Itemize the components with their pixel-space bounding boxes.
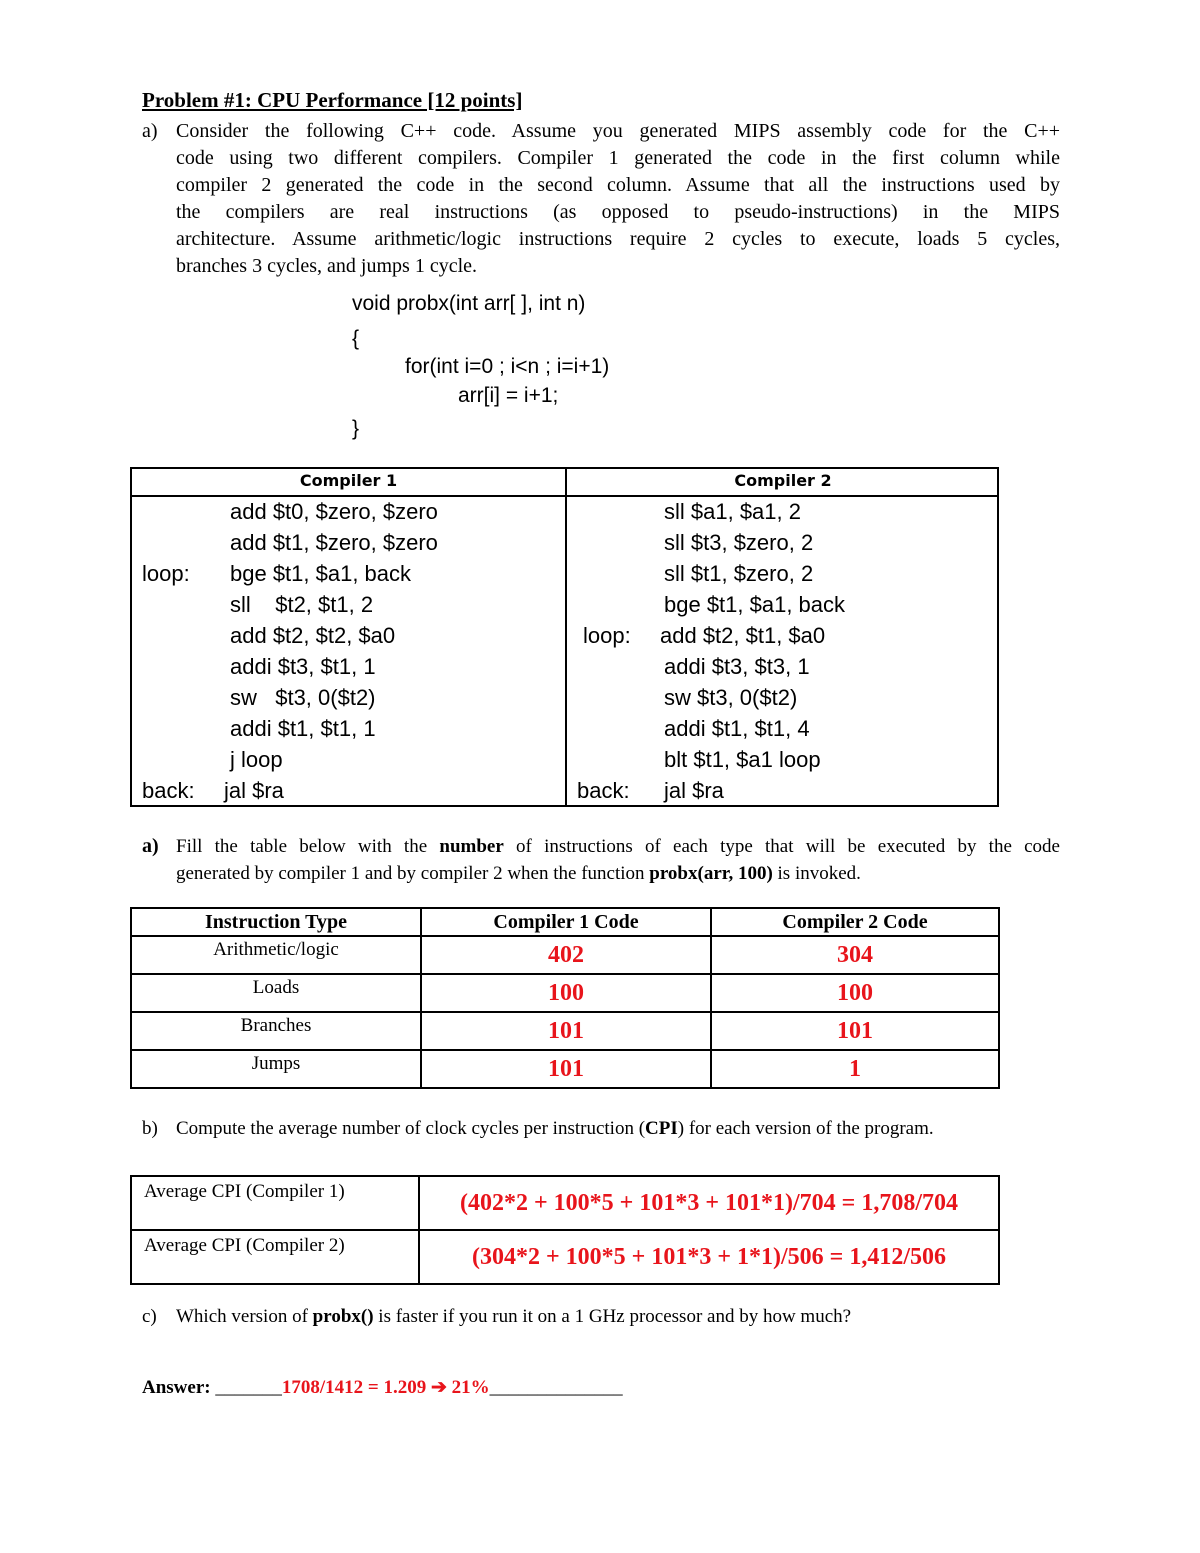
intro-line: the compilers are real instructions (as opposed to pseudo-instructions) in the MIPS — [176, 201, 1060, 223]
compiler2-loop-label: loop: — [583, 623, 631, 648]
compiler2-instruction: jal $ra — [664, 778, 724, 803]
compiler2-count-cell: 1 — [711, 1050, 999, 1088]
answer-percent: 21% — [451, 1377, 490, 1398]
intro-line: architecture. Assume arithmetic/logic instructions require 2 cycles to execute, loads 5 cycles, — [176, 228, 1060, 250]
cpi-name-cell: Average CPI (Compiler 1) — [131, 1176, 419, 1230]
answer-value: 1708/1412 = 1.209 — [281, 1377, 427, 1398]
question-c-text: Which version of probx() is faster if you run it on a 1 GHz processor and by how much? — [176, 1306, 852, 1327]
compiler1-count-cell: 101 — [421, 1012, 711, 1050]
question-b-label: b) — [142, 1118, 158, 1139]
table-row — [131, 974, 999, 1012]
intro-line: compiler 2 generated the code in the second column. Assume that all the instructions used by — [176, 174, 1060, 196]
compiler1-count-cell: 101 — [421, 1050, 711, 1088]
compiler2-instruction: addi $t1, $t1, 4 — [664, 716, 810, 741]
assembly-code-table — [130, 467, 999, 807]
cpp-line: { — [352, 327, 360, 350]
answer-line — [142, 1374, 623, 1401]
compiler1-instruction: add $t1, $zero, $zero — [230, 530, 438, 555]
compiler2-instruction: addi $t3, $t3, 1 — [664, 654, 810, 679]
cpp-line: void probx(int arr[ ], int n) — [352, 292, 586, 315]
compiler2-instruction: add $t2, $t1, $a0 — [660, 623, 826, 648]
compiler1-instruction: addi $t3, $t1, 1 — [230, 654, 376, 679]
question-a-text — [176, 833, 1060, 887]
compiler1-back-label: back: — [142, 778, 195, 803]
question-a-line: Fill the table below with the number of instructions of each type that will be executed by the code — [176, 836, 1060, 857]
compiler2-instruction: sll $t1, $zero, 2 — [664, 561, 814, 586]
instruction-type-cell: Branches — [131, 1012, 421, 1050]
compiler1-instruction: jal $ra — [224, 778, 284, 803]
table-header-row — [131, 908, 999, 936]
compiler1-instruction: sll $t2, $t1, 2 — [230, 592, 374, 617]
header-compiler2-code: Compiler 2 Code — [711, 908, 999, 936]
compiler2-count-cell: 100 — [711, 974, 999, 1012]
intro-paragraph — [176, 118, 1060, 280]
table-row — [131, 1012, 999, 1050]
cpp-line: for(int i=0 ; i<n ; i=i+1) — [405, 355, 610, 378]
compiler2-instruction: bge $t1, $a1, back — [664, 592, 846, 617]
answer-blank-before: _______ — [215, 1377, 282, 1398]
table-row — [131, 936, 999, 974]
intro-line: branches 3 cycles, and jumps 1 cycle. — [176, 255, 478, 277]
compiler2-header: Compiler 2 — [734, 471, 832, 490]
compiler1-header: Compiler 1 — [299, 471, 398, 490]
compiler2-count-cell: 304 — [711, 936, 999, 974]
cpi-value-cell: (402*2 + 100*5 + 101*3 + 101*1)/704 = 1,708/704 — [419, 1176, 999, 1230]
intro-label: a) — [142, 120, 158, 142]
compiler1-instruction: bge $t1, $a1, back — [230, 561, 412, 586]
compiler2-instruction: sw $t3, 0($t2) — [664, 685, 798, 710]
intro-line: code using two different compilers. Compiler 1 generated the code in the first column while — [176, 147, 1060, 169]
cpi-name-cell: Average CPI (Compiler 2) — [131, 1230, 419, 1284]
compiler2-instruction: sll $a1, $a1, 2 — [664, 499, 801, 524]
cpp-line: arr[i] = i+1; — [458, 384, 559, 407]
header-compiler1-code: Compiler 1 Code — [421, 908, 711, 936]
answer-label: Answer: — [142, 1377, 211, 1398]
answer-blank-after: ______________ — [489, 1377, 623, 1398]
average-cpi-table — [130, 1175, 1000, 1285]
question-a-line: generated by compiler 1 and by compiler 2 when the function probx(arr, 100) is invoked. — [176, 863, 861, 884]
compiler1-instruction: addi $t1, $t1, 1 — [230, 716, 376, 741]
compiler1-instruction: sw $t3, 0($t2) — [230, 685, 376, 710]
question-b-text: Compute the average number of clock cycles per instruction (CPI) for each version of the program. — [176, 1118, 934, 1139]
compiler1-count-cell: 100 — [421, 974, 711, 1012]
instruction-count-table — [130, 907, 1000, 1089]
instruction-type-cell: Jumps — [131, 1050, 421, 1088]
problem-title: Problem #1: CPU Performance [12 points] — [142, 88, 523, 112]
arrow-icon: ➔ — [430, 1377, 447, 1398]
compiler1-loop-label: loop: — [142, 561, 190, 586]
compiler2-count-cell: 101 — [711, 1012, 999, 1050]
question-a-label: a) — [142, 835, 159, 857]
intro-line: Consider the following C++ code. Assume you generated MIPS assembly code for the C++ — [176, 120, 1060, 142]
compiler2-instruction: blt $t1, $a1 loop — [664, 747, 821, 772]
compiler1-instruction: add $t0, $zero, $zero — [230, 499, 438, 524]
instruction-type-cell: Loads — [131, 974, 421, 1012]
instruction-type-cell: Arithmetic/logic — [131, 936, 421, 974]
compiler2-instruction: sll $t3, $zero, 2 — [664, 530, 814, 555]
compiler2-back-label: back: — [577, 778, 630, 803]
table-row — [131, 1050, 999, 1088]
compiler1-instruction: add $t2, $t2, $a0 — [230, 623, 396, 648]
question-c-label: c) — [142, 1306, 157, 1327]
cpp-line: } — [352, 417, 360, 440]
header-instruction-type: Instruction Type — [131, 908, 421, 936]
compiler1-count-cell: 402 — [421, 936, 711, 974]
table-row — [131, 1230, 999, 1284]
table-row — [131, 1176, 999, 1230]
cpi-value-cell: (304*2 + 100*5 + 101*3 + 1*1)/506 = 1,412/506 — [419, 1230, 999, 1284]
compiler1-instruction: j loop — [230, 747, 283, 772]
